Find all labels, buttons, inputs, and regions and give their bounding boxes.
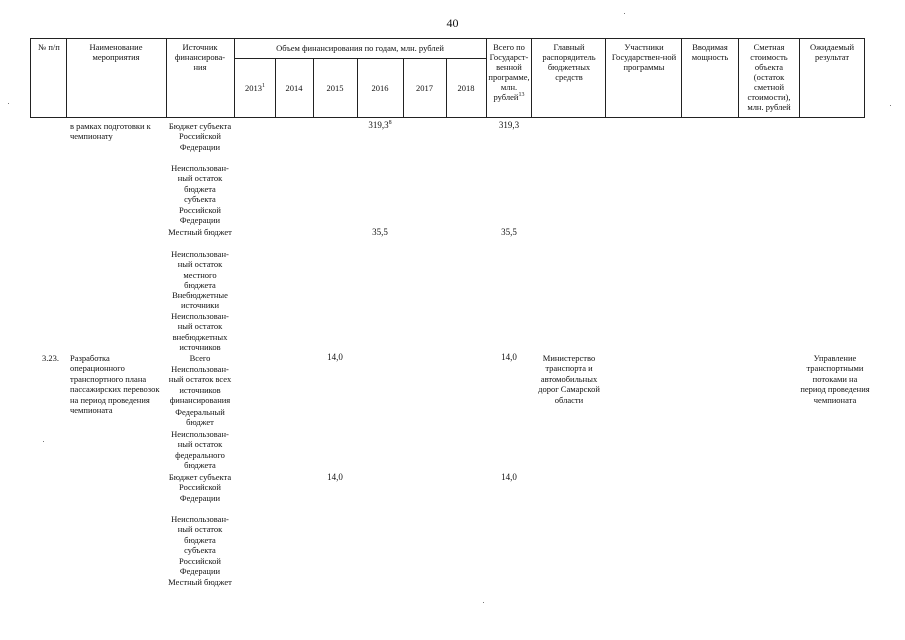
funding-group-divider (234, 58, 486, 59)
row-3-23-result: Управление транспортными потоками на период проведения чемпионата (800, 353, 870, 405)
source-extrabudgetary: Внебюджетные источники (172, 290, 228, 311)
header-total (488, 42, 530, 102)
header-num: № п/п (38, 42, 60, 52)
col-border (166, 38, 167, 118)
header-year-2015: 2015 (326, 83, 344, 93)
col-border (531, 38, 532, 118)
source-local-unused: Неиспользован-ный остаток местного бюджета (171, 249, 229, 291)
header-estimate: Сметная стоимость объекта (остаток сметной стоимости), млн. рублей (747, 42, 791, 112)
value-regional-total: 319,3 (498, 120, 520, 130)
scan-speck (890, 105, 891, 106)
row-3-23-name: Разработка операционного транспортного плана пассажирских перевозок на период проведения чемпионата (70, 353, 160, 416)
header-funding-group: Объем финансирования по годам, млн. рублей (276, 43, 444, 53)
value-local-2016: 35,5 (372, 227, 388, 237)
source-local-budget-2: Местный бюджет (168, 577, 232, 587)
header-year-2014: 2014 (285, 83, 303, 93)
header-manager: Главный распорядитель бюджетных средств (542, 42, 596, 82)
page-number: 40 (446, 16, 459, 30)
source-total: Всего (189, 353, 211, 363)
scan-speck (624, 13, 625, 14)
source-federal-budget: Федеральный бюджет (175, 407, 225, 428)
col-border (486, 38, 487, 118)
value-all-2015: 14,0 (327, 352, 343, 362)
source-total-unused: Неиспользован-ный остаток всех источников финансирования (168, 364, 232, 406)
col-border (864, 38, 865, 118)
header-year-2013 (236, 83, 274, 93)
header-year-2018: 2018 (457, 83, 475, 93)
source-regional-budget-2: Бюджет субъекта Российской Федерации (168, 472, 232, 503)
row-3-23-number: 3.23. (42, 353, 59, 363)
year-2013-label: 2013 (245, 83, 262, 93)
col-border (234, 38, 235, 118)
value-regional-2015: 14,0 (327, 472, 343, 482)
header-result: Ожидаемый результат (809, 42, 855, 62)
col-border (799, 38, 800, 118)
value-regional-2016-footnote: 8 (388, 120, 392, 126)
col-border (738, 38, 739, 118)
continued-row-name: в рамках подготовки к чемпионату (70, 121, 151, 142)
col-border (605, 38, 606, 118)
header-source: Источник финансирова-ния (174, 42, 226, 72)
value-regional-2016-text: 319,3 (368, 120, 389, 130)
header-name: Наименование мероприятия (89, 42, 143, 62)
header-participants: Участники Государствен-ной программы (611, 42, 677, 72)
scan-speck (483, 602, 484, 603)
header-capacity: Вводимая мощность (691, 42, 729, 62)
value-regional-total-2: 14,0 (501, 472, 517, 482)
scan-speck (8, 103, 9, 104)
source-regional-unused-2: Неиспользован-ный остаток бюджета субъекта Российской Федерации (171, 514, 229, 577)
header-total-footnote: 13 (518, 92, 525, 99)
header-year-2017: 2017 (416, 83, 433, 93)
source-regional-budget: Бюджет субъекта Российской Федерации (168, 121, 232, 152)
value-regional-2016 (358, 120, 402, 130)
col-border (66, 38, 67, 118)
value-local-total: 35,5 (501, 227, 517, 237)
header-total-label: Всего по Государст-венной программе, млн. рублей (488, 42, 530, 102)
source-extrabudgetary-unused: Неиспользован-ный остаток внебюджетных источников (171, 311, 229, 353)
source-federal-unused: Неиспользован-ный остаток федерального бюджета (171, 429, 229, 471)
scan-speck (43, 441, 44, 442)
value-all-total: 14,0 (501, 352, 517, 362)
year-2013-footnote: 1 (262, 83, 265, 90)
header-year-2016: 2016 (371, 83, 389, 93)
col-border (681, 38, 682, 118)
row-3-23-manager: Министерство транспорта и автомобильных дорог Самарской области (538, 353, 600, 405)
col-border (30, 38, 31, 118)
source-regional-unused: Неиспользован-ный остаток бюджета субъекта Российской Федерации (171, 163, 229, 226)
source-local-budget: Местный бюджет (168, 227, 232, 237)
